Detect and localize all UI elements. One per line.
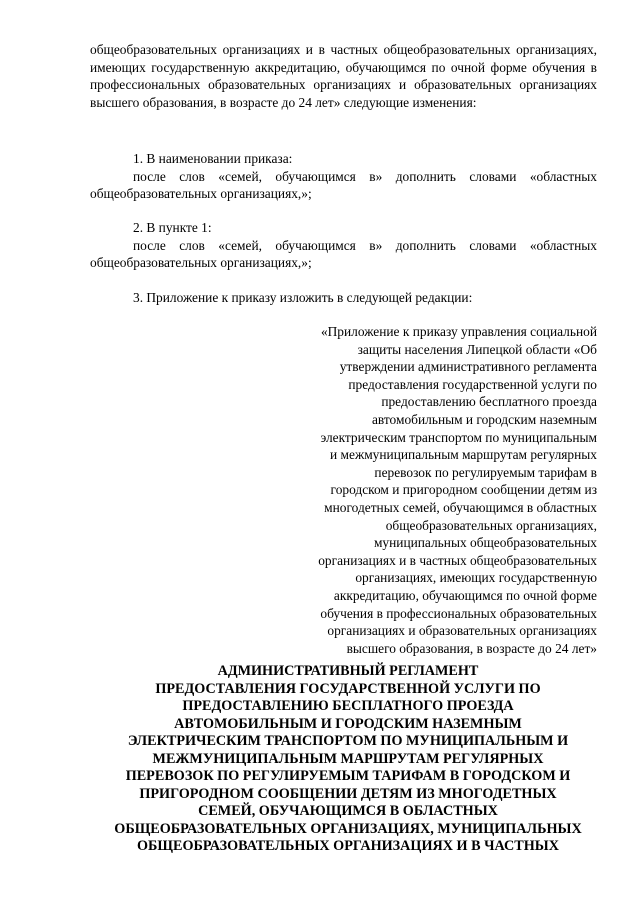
amendment-item-3 — [90, 289, 597, 307]
amendment-item-1 — [90, 150, 597, 203]
amendment-item-3-title: 3. Приложение к приказу изложить в следующей редакции: — [133, 290, 473, 305]
heading-line: ПЕРЕВОЗОК ПО РЕГУЛИРУЕМЫМ ТАРИФАМ В ГОРОДСКОМ И — [125, 768, 571, 784]
appendix-line: многодетных семей, обучающимся в областных — [324, 499, 597, 515]
heading-line: ПРЕДОСТАВЛЕНИЮ БЕСПЛАТНОГО ПРОЕЗДА — [182, 698, 514, 714]
appendix-line: автомобильным и городским наземным — [371, 411, 597, 427]
appendix-line: и межмуниципальным маршрутам регулярных — [330, 447, 597, 463]
appendix-line: перевозок по регулируемым тарифам в — [374, 464, 597, 480]
appendix-line: обучения в профессиональных образовательных — [320, 605, 597, 621]
heading-line: ЭЛЕКТРИЧЕСКИМ ТРАНСПОРТОМ ПО МУНИЦИПАЛЬНЫМ И — [127, 733, 569, 749]
heading-line: СЕМЕЙ, ОБУЧАЮЩИМСЯ В ОБЛАСТНЫХ — [198, 803, 498, 819]
amendment-item-2-title: 2. В пункте 1: — [133, 220, 212, 235]
appendix-line: высшего образования, в возрасте до 24 лет» — [346, 640, 597, 656]
appendix-line: защиты населения Липецкой области «Об — [357, 341, 597, 357]
appendix-line: организациях и в частных общеобразовательных — [318, 552, 597, 568]
heading-line: ПРЕДОСТАВЛЕНИЯ ГОСУДАРСТВЕННОЙ УСЛУГИ ПО — [155, 680, 541, 697]
appendix-line: аккредитацию, обучающимся по очной форме — [333, 587, 597, 603]
heading-line: ПРИГОРОДНОМ СООБЩЕНИИ ДЕТЯМ ИЗ МНОГОДЕТНЫХ — [139, 785, 557, 802]
appendix-line: муниципальных общеобразовательных — [373, 535, 597, 551]
appendix-line: предоставлению бесплатного проезда — [381, 394, 597, 410]
heading-line: ОБЩЕОБРАЗОВАТЕЛЬНЫХ ОРГАНИЗАЦИЯХ, МУНИЦИПАЛЬНЫХ — [114, 820, 582, 837]
appendix-line: предоставления государственной услуги по — [348, 376, 597, 392]
regulation-heading — [78, 663, 618, 856]
appendix-line: «Приложение к приказу управления социальной — [320, 324, 597, 339]
amendment-item-1-text: после слов «семей, обучающимся в» дополнить словами «областных общеобразовательных организациях,»; — [90, 168, 597, 202]
heading-line: ОБЩЕОБРАЗОВАТЕЛЬНЫХ ОРГАНИЗАЦИЯХ И В ЧАСТНЫХ — [137, 838, 559, 854]
amendment-item-1-title: 1. В наименовании приказа: — [133, 151, 293, 166]
appendix-line: организациях, имеющих государственную — [355, 570, 597, 586]
amendment-item-2-text: после слов «семей, обучающимся в» дополнить словами «областных общеобразовательных организациях,»; — [90, 237, 597, 271]
heading-line: АВТОМОБИЛЬНЫМ И ГОРОДСКИМ НАЗЕМНЫМ — [174, 715, 522, 732]
intro-paragraph: общеобразовательных организациях и в частных общеобразовательных организациях, имеющих государственную аккредитацию, обучающимся по очной форме обучения в профессиональных образовательных организациях и образовательных организациях высшего образования, в возрасте до 24 лет» следующие изменения: — [90, 42, 597, 110]
appendix-line: общеобразовательных организациях, — [385, 517, 597, 533]
appendix-line: электрическим транспортом по муниципальным — [320, 429, 597, 445]
heading-line: АДМИНИСТРАТИВНЫЙ РЕГЛАМЕНТ — [217, 663, 479, 679]
appendix-reference — [268, 323, 597, 657]
appendix-line: организациях и образовательных организациях — [327, 623, 597, 639]
appendix-line: городском и пригородном сообщении детям из — [330, 482, 597, 498]
amendment-item-2 — [90, 219, 597, 272]
heading-line: МЕЖМУНИЦИПАЛЬНЫМ МАРШРУТАМ РЕГУЛЯРНЫХ — [152, 750, 544, 767]
appendix-line: утверждении административного регламента — [339, 359, 597, 375]
